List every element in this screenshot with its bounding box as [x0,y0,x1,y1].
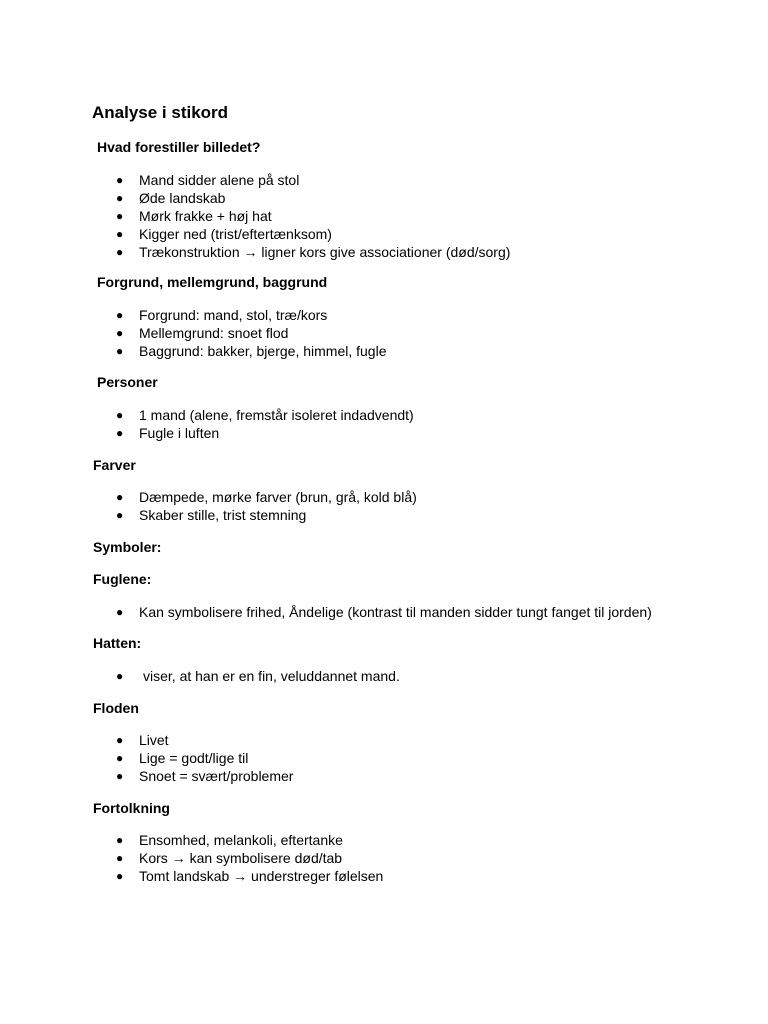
list-hatten [0,667,768,685]
list-item: ● Lige = godt/lige til [116,750,249,766]
list-floden [0,731,768,785]
heading-hatten: Hatten: [93,635,142,651]
heading-fortolkning: Fortolkning [93,800,170,816]
bullet-icon: ● [116,173,124,187]
bullet-icon: ● [116,245,124,259]
list-item: ● Snoet = svært/problemer [116,768,294,784]
list-item: ● Livet [116,732,169,748]
list-item: ● Kigger ned (trist/eftertænksom) [116,226,332,242]
document-title: Analyse i stikord [92,103,229,122]
list-item: ● Kors → kan symbolisere død/tab [116,850,343,866]
bullet-icon: ● [116,426,124,440]
bullet-icon: ● [116,751,124,765]
list-item: ● Fugle i luften [116,425,220,441]
list-farver [0,488,768,524]
bullet-icon: ● [116,227,124,241]
bullet-icon: ● [116,851,124,865]
list-item: ● Tomt landskab → understreger følelsen [116,868,384,884]
bullet-icon: ● [116,605,124,619]
bullet-icon: ● [116,833,124,847]
list-item: ● Dæmpede, mørke farver (brun, grå, kold blå) [116,489,417,505]
heading-symboler: Symboler: [93,539,162,555]
list-hvad-forestiller [0,171,768,261]
list-item: ● Skaber stille, trist stemning [116,507,307,523]
heading-personer: Personer [97,374,158,390]
bullet-icon: ● [116,408,124,422]
heading-forgrund: Forgrund, mellemgrund, baggrund [97,274,328,290]
bullet-icon: ● [116,769,124,783]
list-item: ● Kan symbolisere frihed, Åndelige (kontrast til manden sidder tungt fanget til jorden) [116,604,652,620]
list-fuglene [0,603,768,621]
bullet-icon: ● [116,490,124,504]
bullet-icon: ● [116,209,124,223]
list-item: ● Mand sidder alene på stol [116,172,300,188]
list-fortolkning [0,831,768,885]
list-forgrund [0,306,768,360]
bullet-icon: ● [116,191,124,205]
list-item: ● Øde landskab [116,190,226,206]
heading-fuglene: Fuglene: [93,571,152,587]
bullet-icon: ● [116,308,124,322]
bullet-icon: ● [116,326,124,340]
list-item: ● Ensomhed, melankoli, eftertanke [116,832,343,848]
list-item: ● 1 mand (alene, fremstår isoleret indadvendt) [116,407,414,423]
list-item: ● Baggrund: bakker, bjerge, himmel, fugle [116,343,387,359]
list-item: ● Forgrund: mand, stol, træ/kors [116,307,328,323]
heading-hvad-forestiller: Hvad forestiller billedet? [97,139,261,155]
list-item: ● Mellemgrund: snoet flod [116,325,289,341]
heading-floden: Floden [93,700,139,716]
list-item: ● Mørk frakke + høj hat [116,208,272,224]
list-item: ● Trækonstruktion → ligner kors give associationer (død/sorg) [116,244,511,260]
bullet-icon: ● [116,733,124,747]
bullet-icon: ● [116,869,124,883]
list-personer [0,406,768,442]
bullet-icon: ● [116,508,124,522]
bullet-icon: ● [116,344,124,358]
heading-farver: Farver [93,457,136,473]
list-item: ● viser, at han er en fin, veluddannet mand. [116,668,400,684]
bullet-icon: ● [116,669,124,683]
